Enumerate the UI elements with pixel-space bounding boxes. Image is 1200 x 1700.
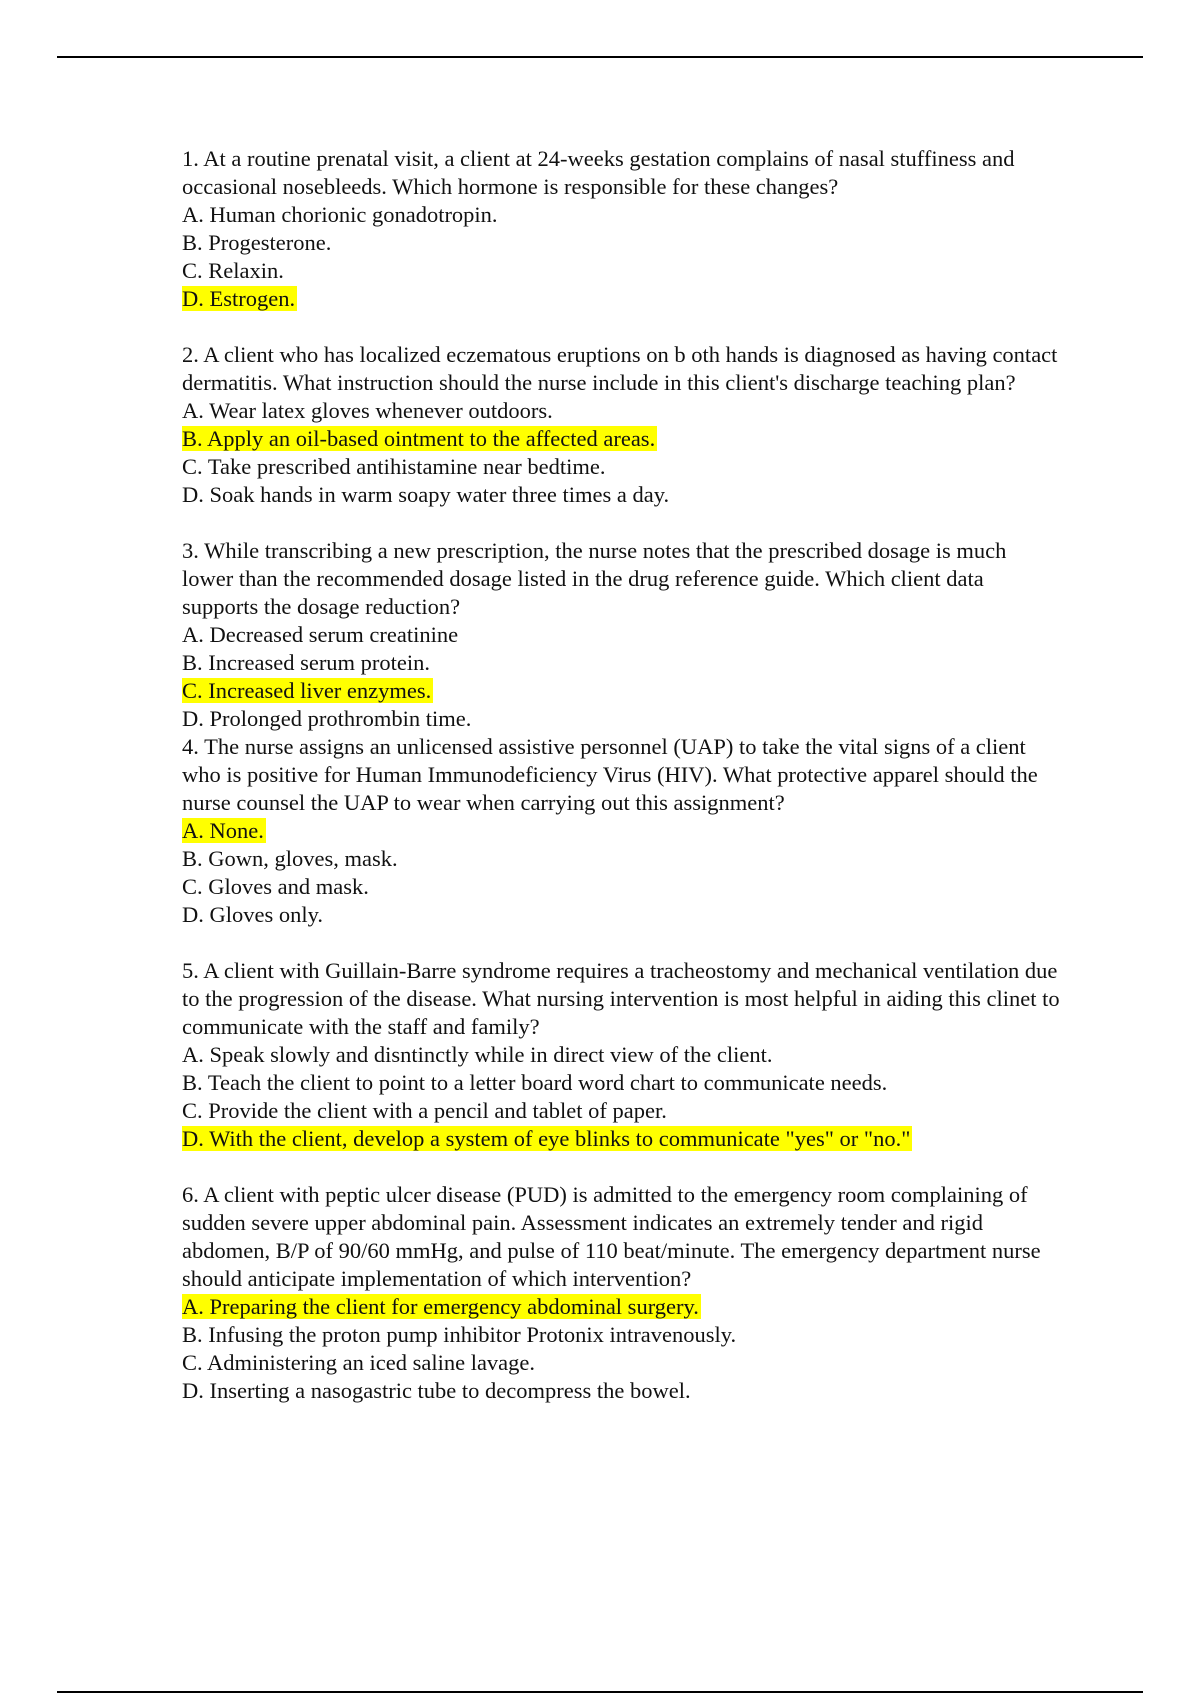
- question-stem: 2. A client who has localized eczematous eruptions on b oth hands is diagnosed as having contact dermatitis. What instruction should the nurse include in this client's discharge teaching plan?: [182, 342, 1058, 395]
- question-stem: 4. The nurse assigns an unlicensed assistive personnel (UAP) to take the vital signs of a client who is positive for Human Immunodeficiency Virus (HIV). What protective apparel should the nurse counsel the UAP to wear when carrying out this assignment?: [182, 734, 1038, 815]
- answer-option: B. Gown, gloves, mask.: [182, 846, 398, 871]
- answer-option: A. Speak slowly and disntinctly while in direct view of the client.: [182, 1042, 773, 1067]
- answer-option: C. Take prescribed antihistamine near bedtime.: [182, 454, 606, 479]
- answer-option-correct: [182, 817, 1062, 845]
- answer-option: C. Gloves and mask.: [182, 874, 369, 899]
- question-list: [182, 145, 1062, 1405]
- top-rule: [57, 56, 1143, 58]
- answer-option: C. Administering an iced saline lavage.: [182, 1350, 536, 1375]
- answer-option: C. Provide the client with a pencil and tablet of paper.: [182, 1098, 667, 1123]
- answer-option: A. Human chorionic gonadotropin.: [182, 202, 498, 227]
- answer-option: B. Teach the client to point to a letter board word chart to communicate needs.: [182, 1070, 888, 1095]
- question-stem: 5. A client with Guillain-Barre syndrome requires a tracheostomy and mechanical ventilation due to the progression of the disease. What nursing intervention is most helpful in aiding this clinet to communicate with the staff and family?: [182, 958, 1060, 1039]
- answer-option: B. Infusing the proton pump inhibitor Protonix intravenously.: [182, 1322, 737, 1347]
- question-2: [182, 341, 1062, 509]
- answer-option: B. Increased serum protein.: [182, 650, 431, 675]
- question-1: [182, 145, 1062, 313]
- highlighted-answer: A. None.: [182, 818, 264, 843]
- question-3: [182, 537, 1062, 733]
- question-stem: 1. At a routine prenatal visit, a client at 24-weeks gestation complains of nasal stuffiness and occasional nosebleeds. Which hormone is responsible for these changes?: [182, 146, 1015, 199]
- answer-option: D. Inserting a nasogastric tube to decompress the bowel.: [182, 1378, 691, 1403]
- answer-option: A. Decreased serum creatinine: [182, 622, 459, 647]
- answer-option: D. Soak hands in warm soapy water three times a day.: [182, 482, 670, 507]
- question-4: [182, 733, 1062, 929]
- question-stem: 6. A client with peptic ulcer disease (PUD) is admitted to the emergency room complaining of sudden severe upper abdominal pain. Assessment indicates an extremely tender and rigid abdomen, B/P of 90/60 mmHg, and pulse of 110 beat/minute. The emergency department nurse should anticipate implementation of which intervention?: [182, 1182, 1041, 1291]
- highlighted-answer: D. Estrogen.: [182, 286, 296, 311]
- answer-option: C. Relaxin.: [182, 258, 284, 283]
- answer-option: D. Gloves only.: [182, 902, 324, 927]
- answer-option-correct: [182, 425, 1062, 453]
- highlighted-answer: A. Preparing the client for emergency abdominal surgery.: [182, 1294, 699, 1319]
- question-stem: 3. While transcribing a new prescription, the nurse notes that the prescribed dosage is much lower than the recommended dosage listed in the drug reference guide. Which client data supports the dosage reduction?: [182, 538, 1007, 619]
- highlighted-answer: B. Apply an oil-based ointment to the affected areas.: [182, 426, 656, 451]
- answer-option: A. Wear latex gloves whenever outdoors.: [182, 398, 553, 423]
- highlighted-answer: C. Increased liver enzymes.: [182, 678, 432, 703]
- answer-option-correct: [182, 285, 1062, 313]
- highlighted-answer: D. With the client, develop a system of eye blinks to communicate "yes" or "no.": [182, 1126, 911, 1151]
- question-6: [182, 1181, 1062, 1405]
- answer-option-correct: [182, 677, 1062, 705]
- answer-option-correct: [182, 1293, 1062, 1321]
- answer-option: B. Progesterone.: [182, 230, 332, 255]
- bottom-rule: [57, 1691, 1143, 1693]
- question-5: [182, 957, 1062, 1153]
- answer-option: D. Prolonged prothrombin time.: [182, 706, 472, 731]
- answer-option-correct: [182, 1125, 1062, 1153]
